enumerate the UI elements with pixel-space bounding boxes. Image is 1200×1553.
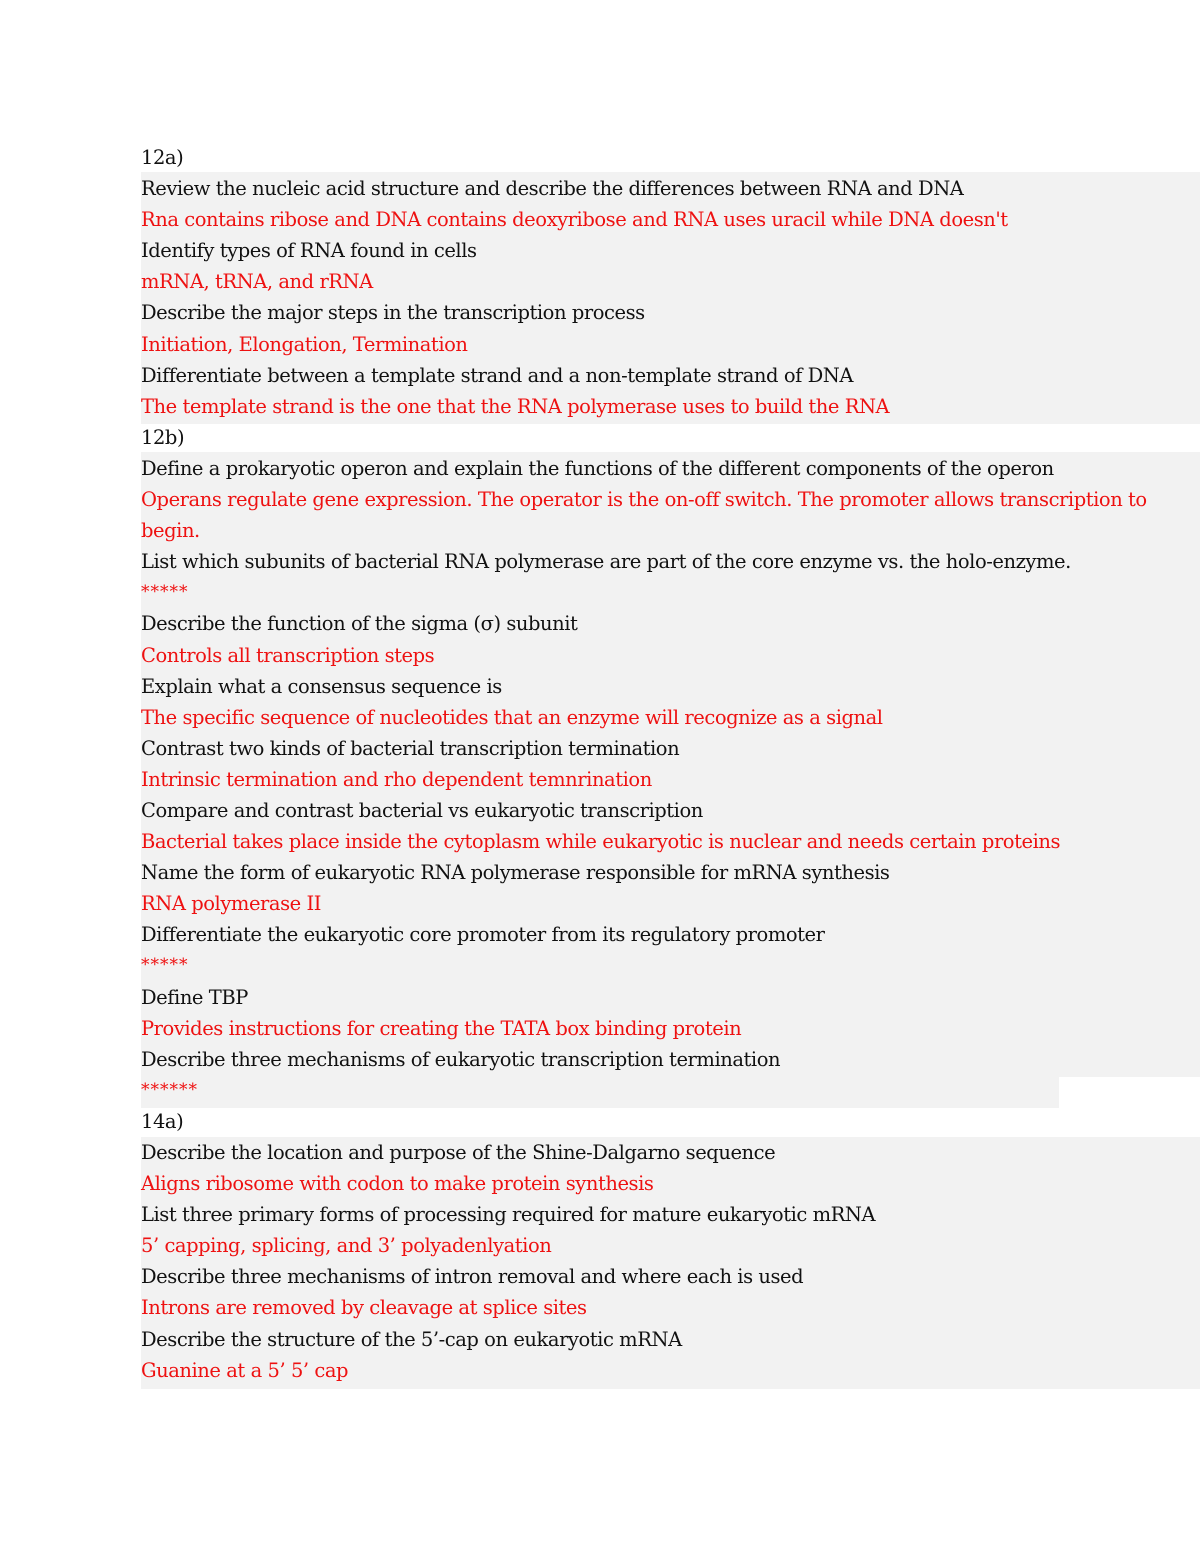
answer: Operans regulate gene expression. The operator is the on-off switch. The promoter allows transcription to bbox=[141, 488, 1147, 512]
answer: The template strand is the one that the RNA polymerase uses to build the RNA bbox=[141, 394, 890, 418]
answer-continued: begin. bbox=[141, 519, 200, 543]
question: Describe the major steps in the transcription process bbox=[141, 301, 645, 325]
question: Differentiate between a template strand and a non-template strand of DNA bbox=[141, 363, 854, 387]
section-heading: 14a) bbox=[141, 1109, 184, 1133]
question: Describe three mechanisms of intron removal and where each is used bbox=[141, 1265, 804, 1289]
question: Identify types of RNA found in cells bbox=[141, 239, 477, 263]
section-heading: 12a) bbox=[141, 146, 184, 169]
answer-placeholder-stars: ****** bbox=[141, 1079, 198, 1100]
question: Define TBP bbox=[141, 985, 248, 1009]
question: Differentiate the eukaryotic core promoter from its regulatory promoter bbox=[141, 923, 825, 947]
answer: Rna contains ribose and DNA contains deoxyribose and RNA uses uracil while DNA doesn't bbox=[141, 208, 1008, 232]
answer: mRNA, tRNA, and rRNA bbox=[141, 270, 373, 294]
section-heading: 12b) bbox=[141, 425, 185, 449]
answer: Intrinsic termination and rho dependent temnrination bbox=[141, 767, 652, 791]
document-body bbox=[141, 142, 1200, 1386]
answer: RNA polymerase II bbox=[141, 892, 321, 916]
question: Describe three mechanisms of eukaryotic transcription termination bbox=[141, 1047, 781, 1071]
answer-placeholder-stars: ***** bbox=[141, 955, 189, 976]
answer: Controls all transcription steps bbox=[141, 643, 435, 667]
question: Compare and contrast bacterial vs eukaryotic transcription bbox=[141, 798, 703, 822]
answer: Aligns ribosome with codon to make protein synthesis bbox=[141, 1172, 654, 1196]
answer-placeholder-stars: ***** bbox=[141, 582, 189, 603]
answer: Initiation, Elongation, Termination bbox=[141, 332, 468, 356]
question: Review the nucleic acid structure and describe the differences between RNA and DNA bbox=[141, 177, 964, 201]
answer: Introns are removed by cleavage at splice sites bbox=[141, 1296, 587, 1320]
answer: The specific sequence of nucleotides that an enzyme will recognize as a signal bbox=[141, 705, 883, 729]
question: Define a prokaryotic operon and explain the functions of the different components of the operon bbox=[141, 456, 1054, 480]
question: Explain what a consensus sequence is bbox=[141, 674, 502, 698]
question: Name the form of eukaryotic RNA polymerase responsible for mRNA synthesis bbox=[141, 861, 890, 885]
answer: Provides instructions for creating the TATA box binding protein bbox=[141, 1016, 742, 1040]
question: Describe the location and purpose of the Shine-Dalgarno sequence bbox=[141, 1141, 776, 1164]
answer: Guanine at a 5’ 5’ cap bbox=[141, 1358, 349, 1382]
question: Contrast two kinds of bacterial transcription termination bbox=[141, 736, 680, 760]
question: List which subunits of bacterial RNA polymerase are part of the core enzyme vs. the holo-enzyme. bbox=[141, 550, 1071, 574]
question: Describe the structure of the 5’-cap on eukaryotic mRNA bbox=[141, 1327, 682, 1351]
answer: Bacterial takes place inside the cytoplasm while eukaryotic is nuclear and needs certain proteins bbox=[141, 830, 1061, 854]
question: Describe the function of the sigma (σ) subunit bbox=[141, 612, 578, 636]
answer: 5’ capping, splicing, and 3’ polyadenlyation bbox=[141, 1234, 552, 1258]
question: List three primary forms of processing required for mature eukaryotic mRNA bbox=[141, 1203, 876, 1227]
